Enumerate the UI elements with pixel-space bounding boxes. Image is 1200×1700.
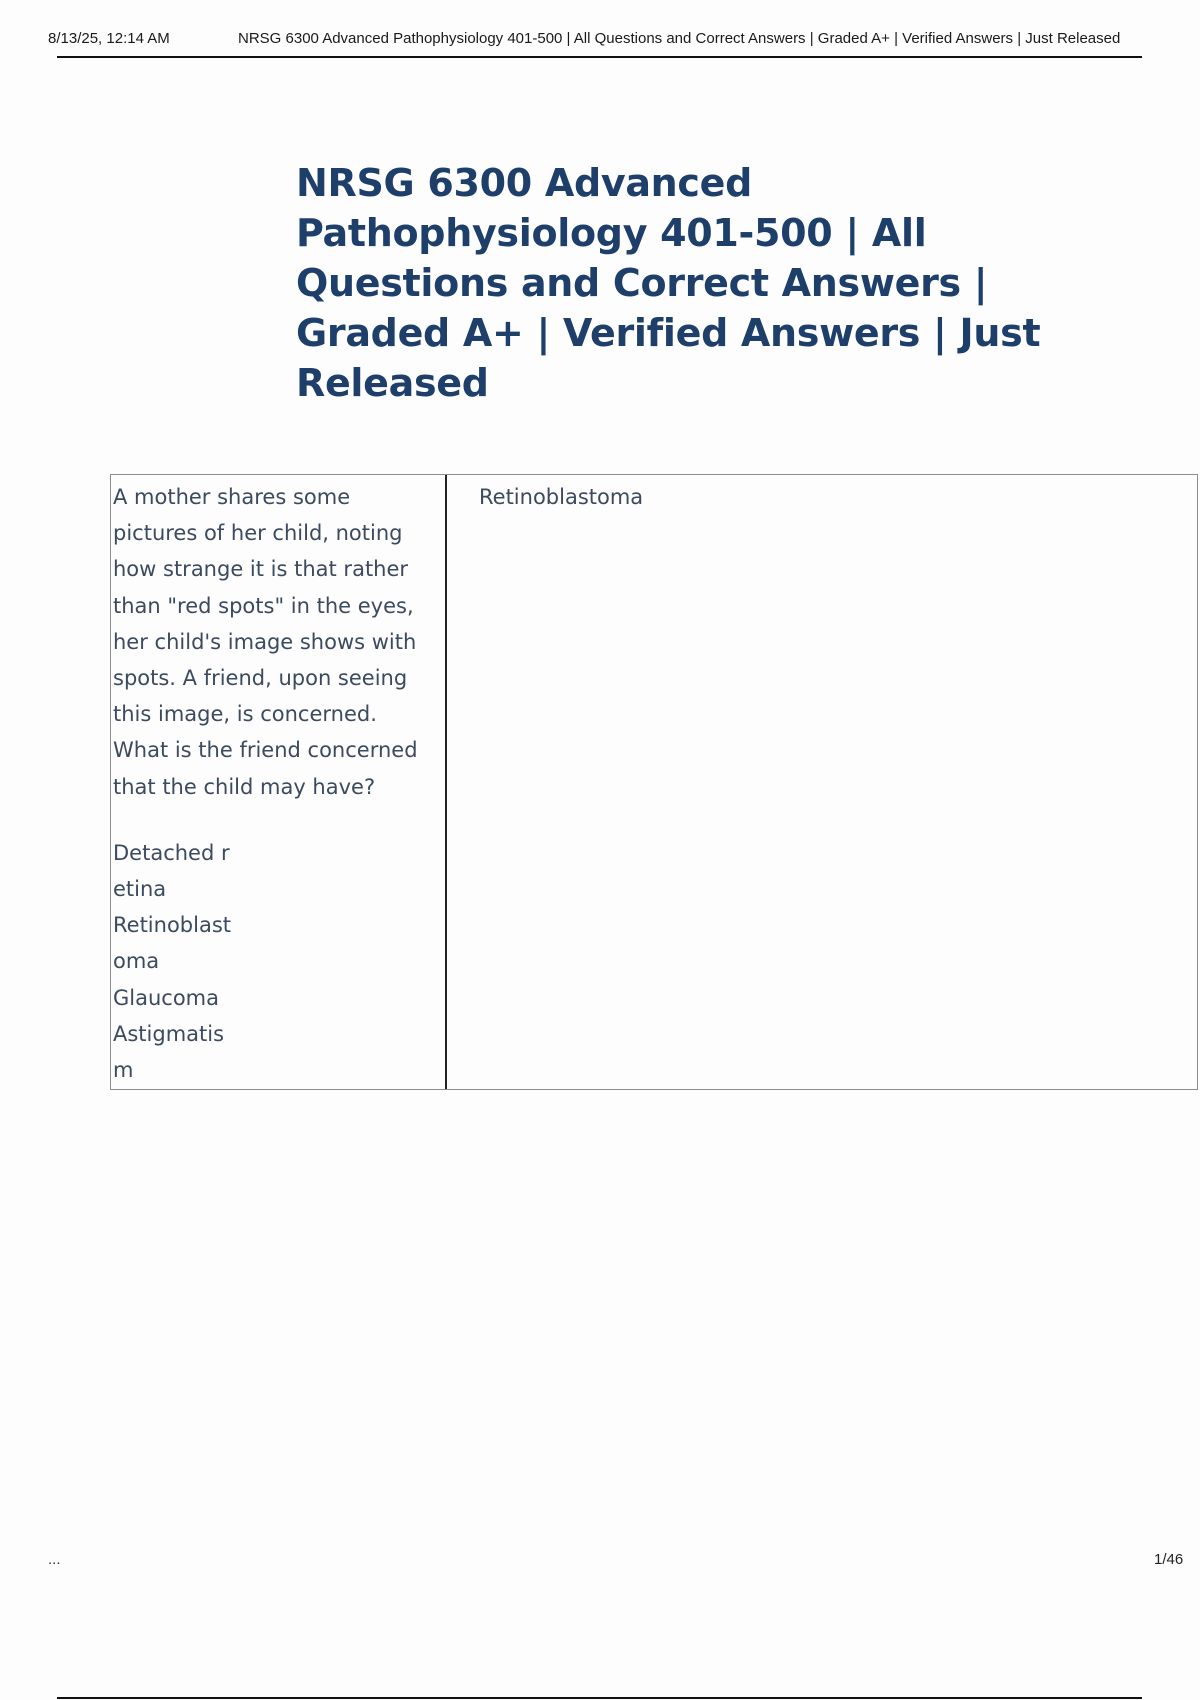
answer-options-list bbox=[113, 835, 241, 1088]
print-date: 8/13/25, 12:14 AM bbox=[48, 30, 170, 47]
answer-option: Detached retina bbox=[113, 840, 230, 902]
correct-answer: Retinoblastoma bbox=[479, 485, 644, 509]
page-number: 1/46 bbox=[1154, 1551, 1184, 1568]
answer-option: Astigmatism bbox=[113, 1021, 225, 1083]
question-text: A mother shares some pictures of her child, noting how strange it is that rather than "red spots" in the eyes, her child's image shows with spots. A friend, upon seeing this image, is concerned. What is the friend concerned that the child may have? bbox=[113, 485, 418, 799]
page-header bbox=[0, 0, 1200, 60]
footer-divider bbox=[57, 1697, 1142, 1699]
footer-ellipsis: ... bbox=[48, 1551, 61, 1568]
answer-option: Glaucoma bbox=[113, 985, 220, 1010]
question-cell bbox=[111, 475, 447, 1089]
answer-option: Retinoblastoma bbox=[113, 913, 232, 974]
qa-card-table bbox=[110, 474, 1198, 1090]
document-title: NRSG 6300 Advanced Pathophysiology 401-500 | All Questions and Correct Answers | Graded A+ | Verified Answers | Just Released bbox=[296, 161, 1041, 405]
page-footer bbox=[0, 1540, 1200, 1700]
print-header-title: NRSG 6300 Advanced Pathophysiology 401-500 | All Questions and Correct Answers | Graded A+ | Verified Answers | Just Released bbox=[238, 30, 1121, 47]
header-divider bbox=[57, 56, 1142, 58]
